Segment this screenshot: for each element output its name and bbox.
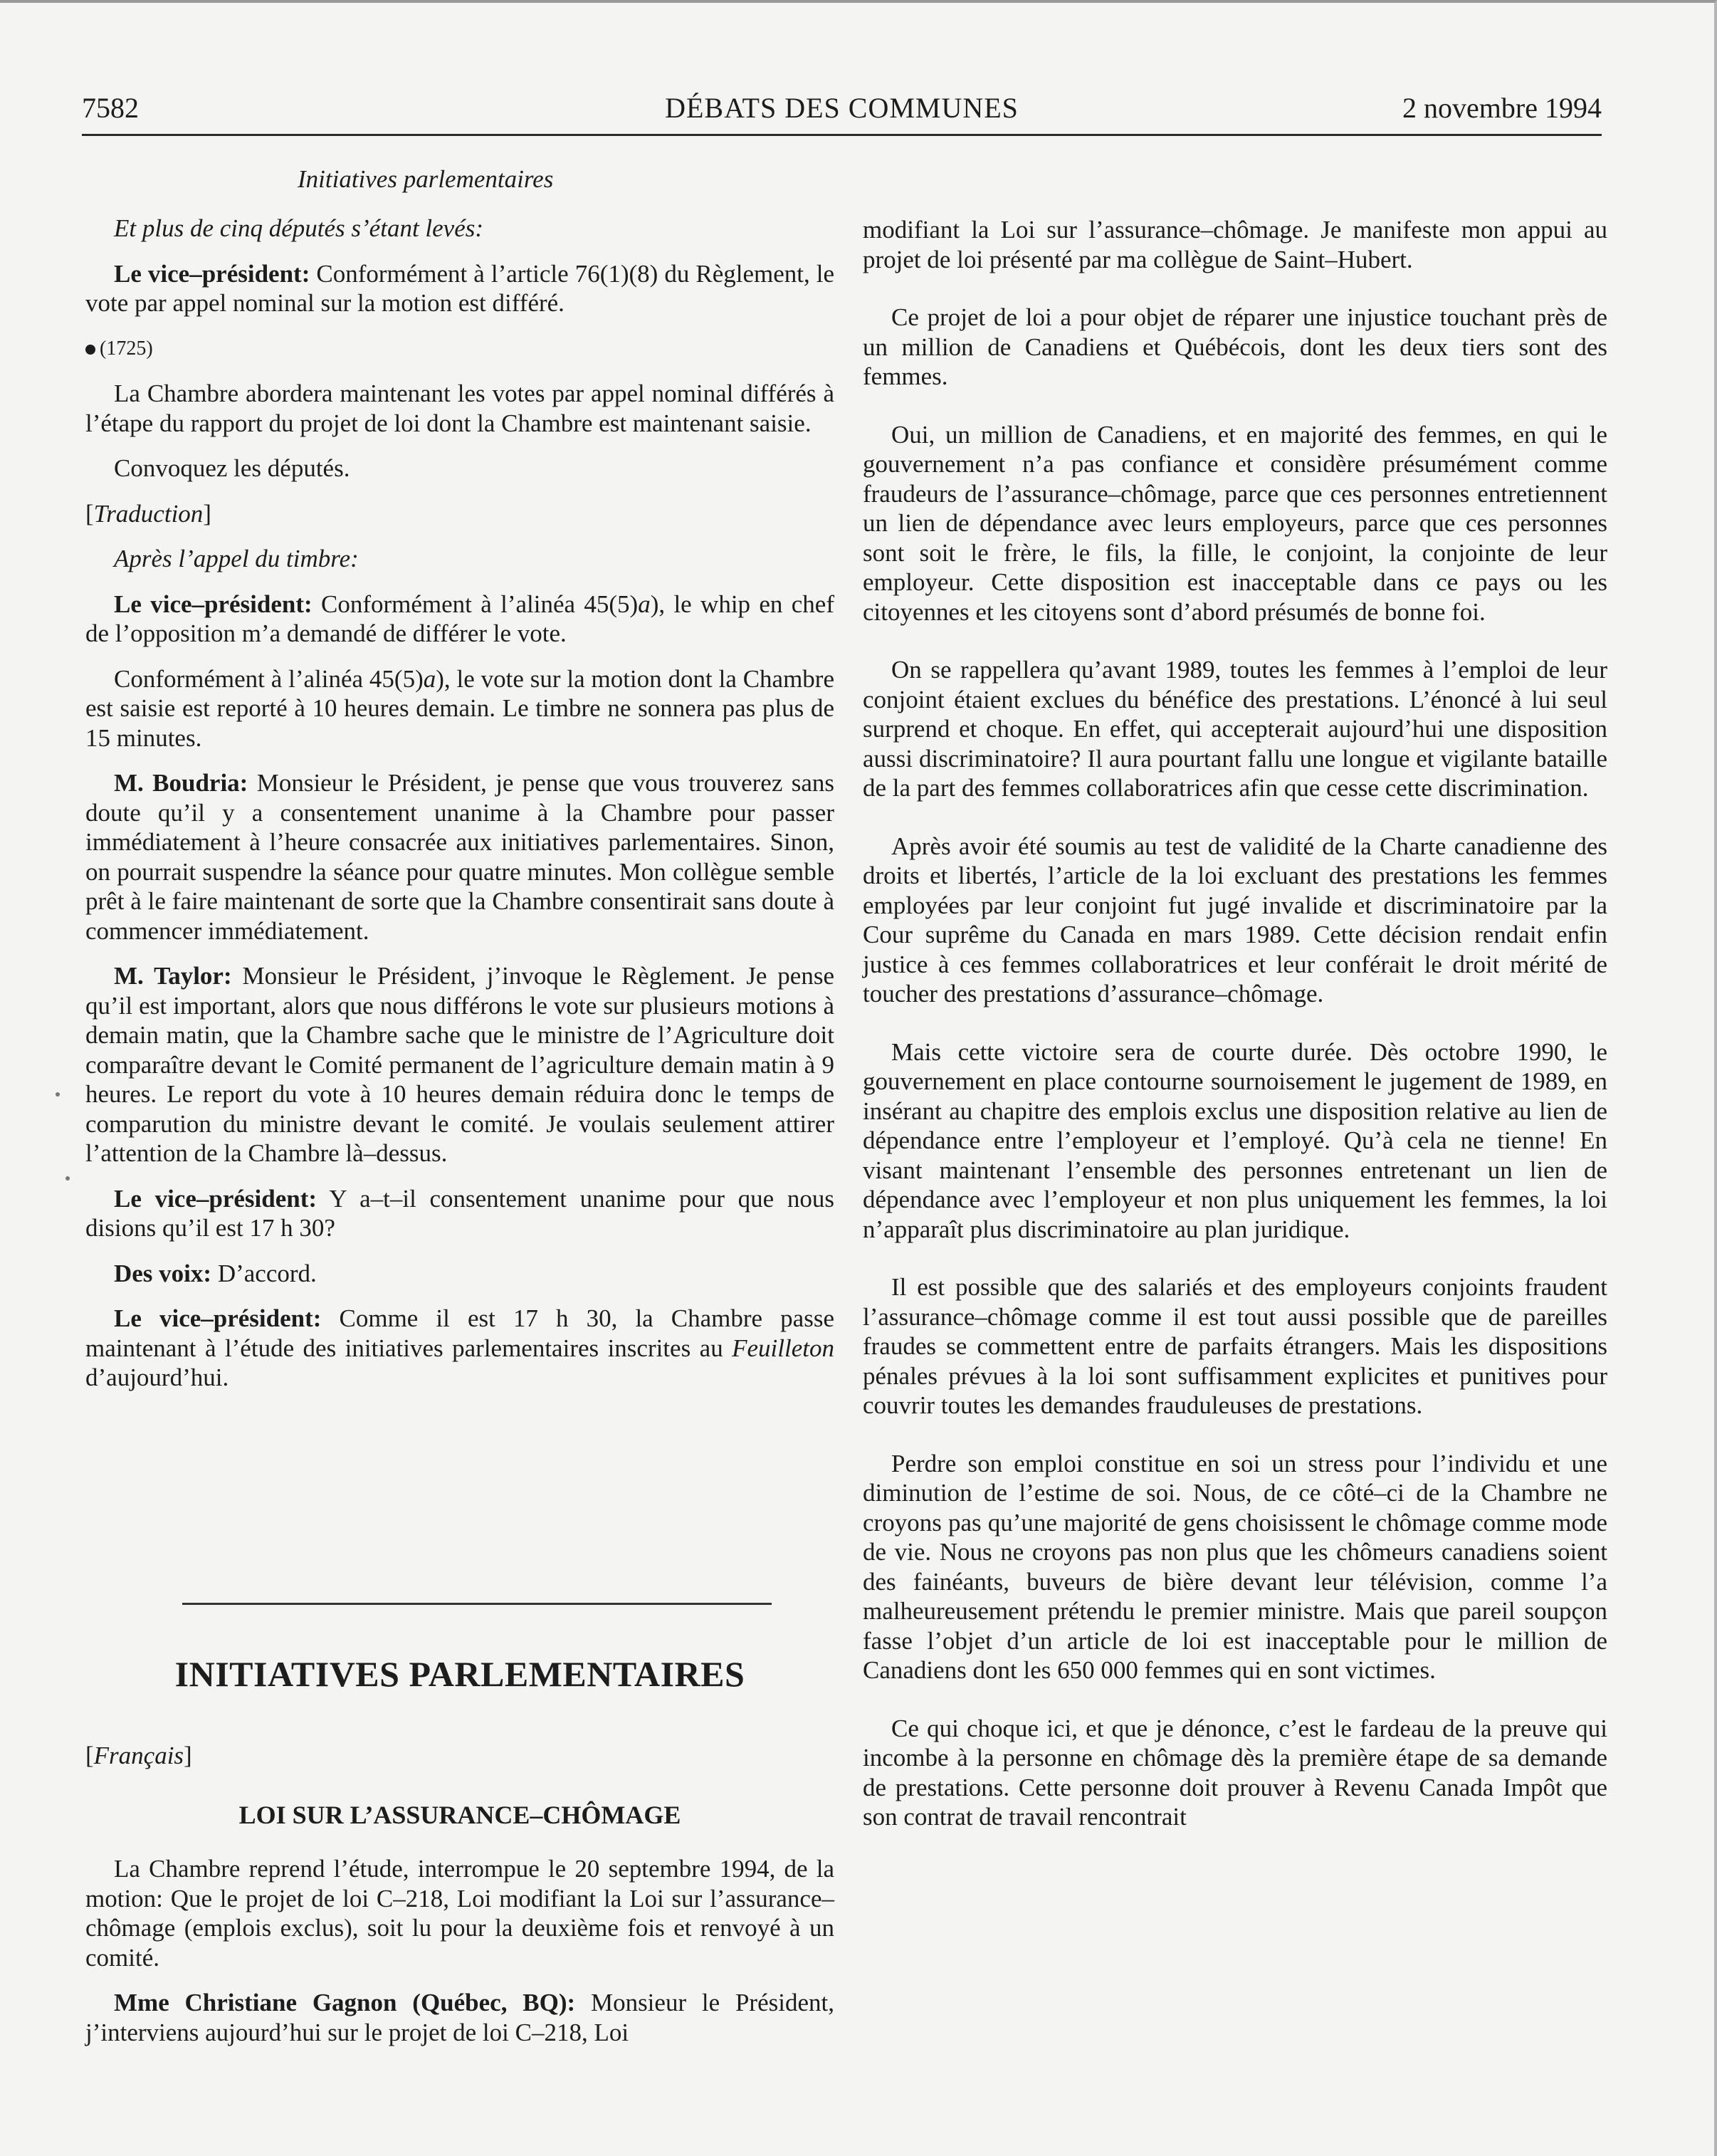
speaker-name: M. Boudria: xyxy=(114,769,248,797)
time-marker-text: (1725) xyxy=(100,337,153,360)
left-column-lower xyxy=(85,1854,834,2063)
speaker-name: Le vice–président: xyxy=(114,259,310,288)
time-marker xyxy=(85,334,834,364)
speaker-name: Le vice–président: xyxy=(114,1304,322,1332)
speech-text: Conformément à l’article 76(1)(8) du Règlement, le vote par appel nominal sur la motion est différé. xyxy=(85,259,835,317)
paragraph: Perdre son emploi constitue en soi un stress pour l’individu et une diminution de l’estime de soi. Nous, de ce côté–ci de la Chambre ne croyons pas qu’une majorité de gens choisissent le chômage comme mode de vie. Nous ne croyons pas non plus que les chômeurs canadiens soient des fainéants, buveurs de bière devant leur télévision, comme l’a malheureusement prétendu le premier ministre. Mais que pareil soupçon fasse l’objet d’un article de loi est inacceptable pour le million de Canadiens dont les 650 000 femmes qui en sont victimes. xyxy=(863,1449,1607,1684)
paragraph: Et plus de cinq députés s’étant levés: xyxy=(114,214,484,242)
paragraph: On se rappellera qu’avant 1989, toutes les femmes à l’emploi de leur conjoint étaient exclues du bénéfice des prestations. L’énoncé à lui seul surprend et choque. En effet, qui accepterait aujourd’hui une disposition aussi discriminatoire? Il aura pourtant fallu une longue et vigilante bataille de la part des femmes collaboratrices afin que cesse cette discrimination. xyxy=(863,656,1607,802)
translation-word: Traduction xyxy=(93,499,204,528)
speaker-name: Mme Christiane Gagnon (Québec, BQ): xyxy=(114,1989,576,2016)
margin-speck xyxy=(56,1092,60,1097)
speaker-name: Le vice–président: xyxy=(114,1184,317,1213)
margin-speck xyxy=(65,1176,70,1181)
paragraph: Mais cette victoire sera de courte durée. Dès octobre 1990, le gouvernement en place contourne sournoisement le jugement de 1989, en insérant au chapitre des emplois exclus une disposition relative au lien de dépendance entre l’employeur et l’employé. Qu’à cela ne tienne! En visant maintenant l’ensemble des personnes entretenant un lien de dépendance avec l’employeur et non plus uniquement les femmes, la loi n’apparaît plus discriminatoire au plan juridique. xyxy=(863,1037,1607,1243)
translation-tag: [Traduction] xyxy=(85,499,211,528)
paragraph xyxy=(85,1988,834,2047)
running-head: Initiatives parlementaires xyxy=(298,165,554,193)
bill-title: LOI SUR L’ASSURANCE–CHÔMAGE xyxy=(238,1801,681,1829)
paragraph: La Chambre abordera maintenant les votes par appel nominal différés à l’étape du rapport du projet de loi dont la Chambre est maintenant saisie. xyxy=(85,380,834,437)
paragraph xyxy=(85,961,834,1168)
section-divider xyxy=(182,1603,772,1605)
speaker-name: Le vice–président: xyxy=(114,590,313,618)
paragraph: Il est possible que des salariés et des employeurs conjoints fraudent l’assurance–chômage comme il est tout aussi possible que de pareilles fraudes se commettent entre de parfaits étrangers. Mais les dispositions pénales prévues à la loi sont suffisamment explicites et punitives pour couvrir toutes les demandes frauduleuses de prestations. xyxy=(863,1273,1607,1419)
paragraph: modifiant la Loi sur l’assurance–chômage. Je manifeste mon appui au projet de loi présenté par ma collègue de Saint–Hubert. xyxy=(863,216,1607,273)
language-word: Français xyxy=(93,1742,184,1769)
paragraph: Ce projet de loi a pour objet de réparer une injustice touchant près de un million de Canadiens et Québécois, dont les deux tiers sont des femmes. xyxy=(863,303,1607,390)
paragraph xyxy=(85,1184,834,1243)
paragraph: Après avoir été soumis au test de validité de la Charte canadienne des droits et libertés, l’article de la loi excluant des prestations les femmes employées par leur conjoint fut jugé invalide et discriminatoire par la Cour suprême du Canada en mars 1989. Cette décision rendait enfin justice à ces femmes collaboratrices et leur conférait le droit mérité de toucher des prestations d’assurance–chômage. xyxy=(863,832,1607,1008)
speech-text: D’accord. xyxy=(211,1259,317,1287)
paragraph: Oui, un million de Canadiens, et en majorité des femmes, en qui le gouvernement n’a pas confiance et considère présumément comme fraudeurs de l’assurance–chômage, parce que ces personnes entretiennent un lien de dépendance avec leurs employeurs, parce que ces personnes sont soit le frère, le fils, la fille, le conjoint, la conjointe de leur employeur. Cette disposition est inacceptable dans ce pays ou les citoyennes et les citoyens sont d’abord présumés de bonne foi. xyxy=(863,420,1607,626)
speech-text: Monsieur le Président, j’invoque le Règlement. Je pense qu’il est important, alors que nous différons le vote sur plusieurs motions à demain matin, que la Chambre sache que le ministre de l’Agriculture doit comparaître devant le Comité permanent de l’agriculture demain matin à 9 heures. Le report du vote à 10 heures demain réduira donc le temps de comparution du ministre devant le comité. Je voulais seulement attirer l’attention de la Chambre là–dessus. xyxy=(85,962,834,1167)
bullet-icon xyxy=(85,345,95,355)
section-title: INITIATIVES PARLEMENTAIRES xyxy=(174,1654,745,1694)
speaker-name: Des voix: xyxy=(114,1259,212,1287)
paragraph: Le vice–président: Conformément à l’alinéa 45(5)a), le whip en chef de l’opposition m’a demandé de différer le vote. xyxy=(85,590,834,647)
speaker-name: M. Taylor: xyxy=(114,962,232,990)
left-column xyxy=(85,214,834,1408)
paragraph: Ce qui choque ici, et que je dénonce, c’est le fardeau de la preuve qui incombe à la personne en chômage dès la première étape de sa demande de prestations. Cette personne doit prouver à Revenu Canada Impôt que son contrat de travail rencontrait xyxy=(863,1714,1607,1831)
paragraph: Conformément à l’alinéa 45(5)a), le vote sur la motion dont la Chambre est saisie est reporté à 10 heures demain. Le timbre ne sonnera pas plus de 15 minutes. xyxy=(85,664,834,752)
speech-text: Y a–t–il consentement unanime pour que nous disions qu’il est 17 h 30? xyxy=(85,1184,835,1242)
right-column xyxy=(863,215,1607,1861)
publication-title: DÉBATS DES COMMUNES xyxy=(665,92,1019,124)
paragraph: Convoquez les députés. xyxy=(114,454,350,482)
paragraph: Le vice–président: Comme il est 17 h 30, la Chambre passe maintenant à l’étude des initiatives parlementaires inscrites au Feuilleton d’aujourd’hui. xyxy=(85,1304,834,1391)
paragraph xyxy=(85,259,834,318)
page-header xyxy=(82,91,1602,136)
paragraph: Après l’appel du timbre: xyxy=(114,545,359,572)
speech-text: Monsieur le Président, j’interviens aujourd’hui sur le projet de loi C–218, Loi xyxy=(85,1989,834,2046)
speech-text: Monsieur le Président, je pense que vous trouverez sans doute qu’il y a consentement unanime à la Chambre pour passer immédiatement à l’heure consacrée aux initiatives parlementaires. Sinon, on pourrait suspendre la séance pour quatre minutes. Mon collègue semble prêt à le faire maintenant de sorte que la Chambre consentirait sans doute à commencer immédiatement. xyxy=(85,769,834,945)
publication-date: 2 novembre 1994 xyxy=(1402,92,1602,124)
feuilleton-word: Feuilleton xyxy=(732,1334,834,1362)
page-number: 7582 xyxy=(82,92,139,124)
language-tag: [Français] xyxy=(85,1742,192,1769)
paragraph: La Chambre reprend l’étude, interrompue le 20 septembre 1994, de la motion: Que le projet de loi C–218, Loi modifiant la Loi sur l’assurance–chômage (emplois exclus), soit lu pour la deuxième fois et renvoyé à un comité. xyxy=(85,1855,834,1972)
paragraph xyxy=(85,1259,834,1289)
paragraph xyxy=(85,768,834,946)
